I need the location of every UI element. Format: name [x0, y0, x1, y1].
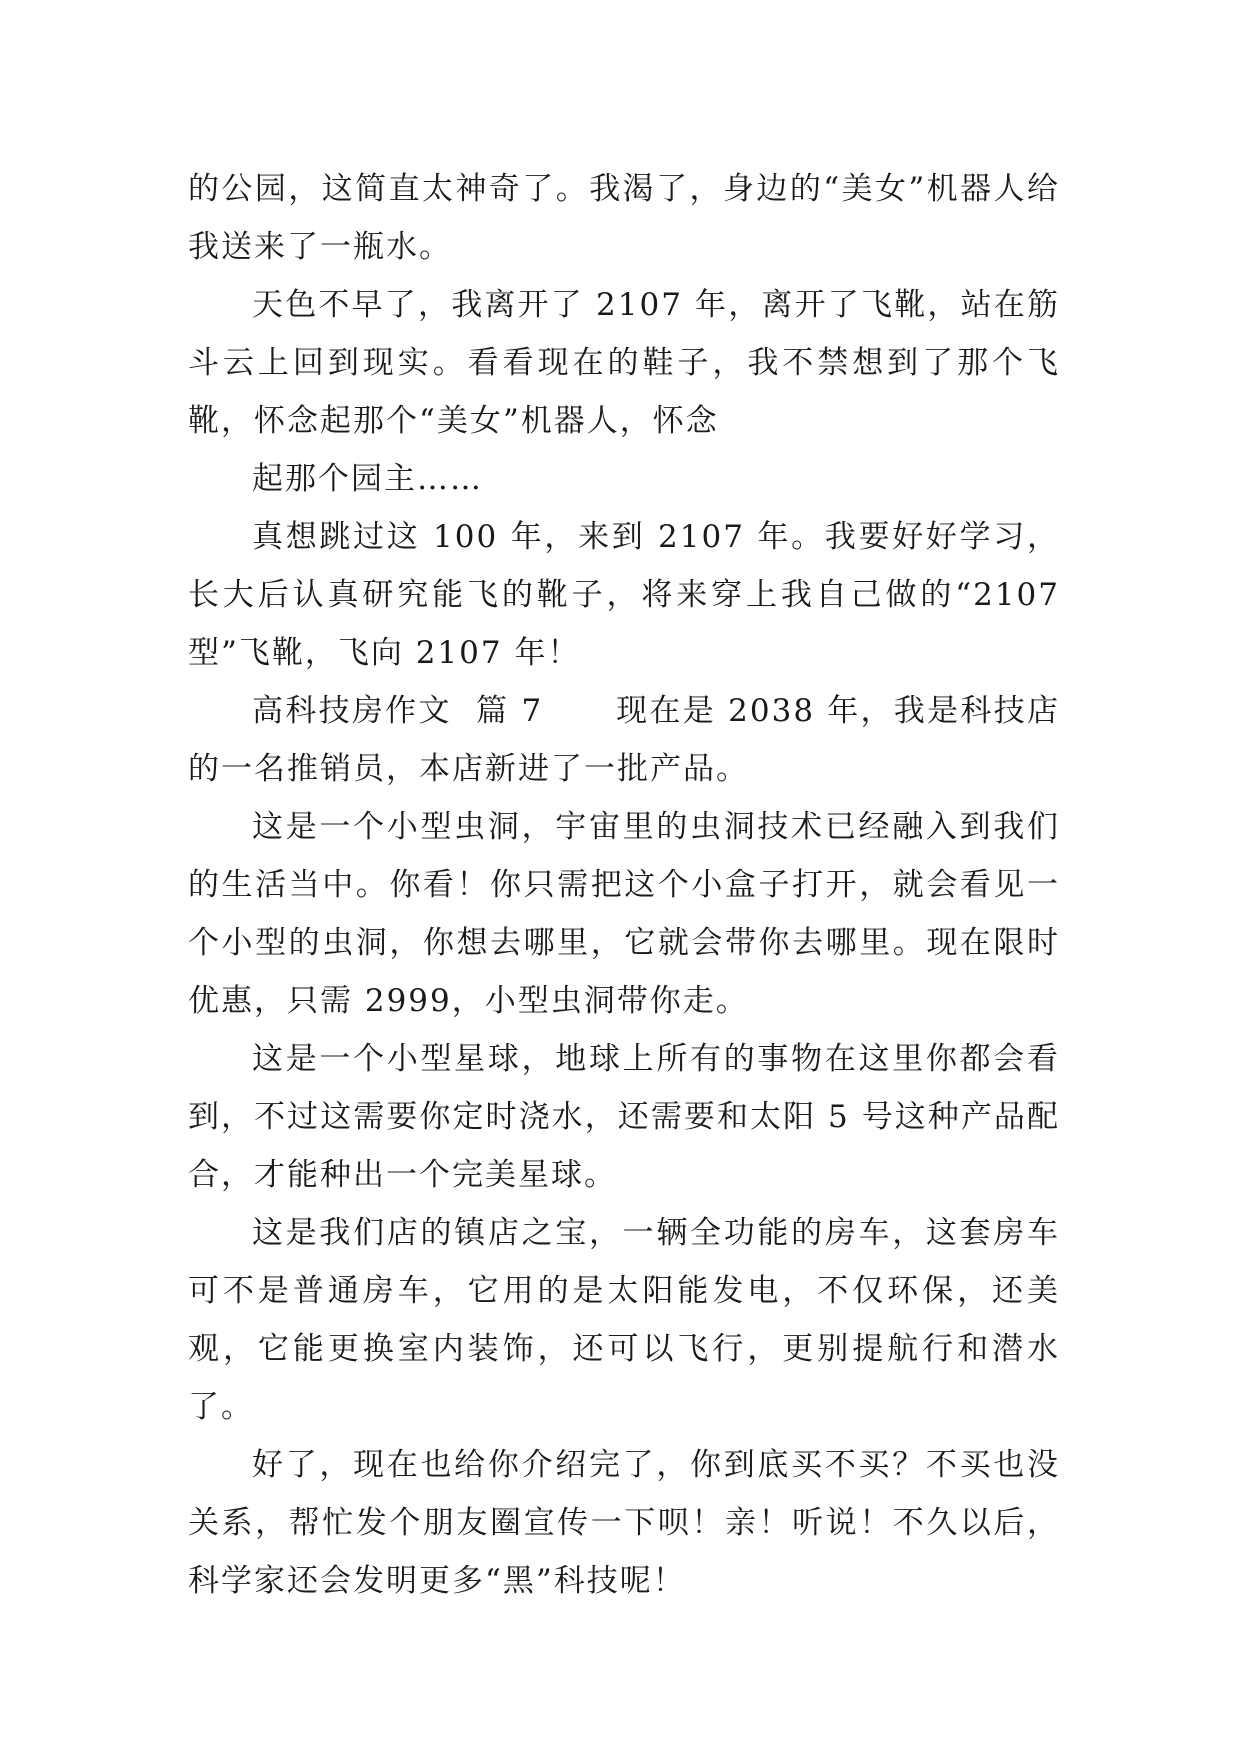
paragraph-8: 这是我们店的镇店之宝，一辆全功能的房车，这套房车可不是普通房车，它用的是太阳能发电，不仅环保，还美观，它能更换室内装饰，还可以飞行，更别提航行和潜水了。	[188, 1215, 1060, 1425]
paragraph-7: 这是一个小型星球，地球上所有的事物在这里你都会看到，不过这需要你定时浇水，还需要和太阳 5 号这种产品配合，才能种出一个完美星球。	[188, 1041, 1060, 1193]
document-body	[188, 160, 1060, 1610]
paragraph-5-section-heading: 高科技房作文 篇 7 现在是 2038 年，我是科技店的一名推销员，本店新进了一批产品。	[188, 693, 1060, 787]
paragraph-6: 这是一个小型虫洞，宇宙里的虫洞技术已经融入到我们的生活当中。你看！你只需把这个小盒子打开，就会看见一个小型的虫洞，你想去哪里，它就会带你去哪里。现在限时优惠，只需 2999，小型虫洞带你走。	[188, 809, 1060, 1019]
paragraph-1: 的公园，这简直太神奇了。我渴了，身边的“美女”机器人给我送来了一瓶水。	[188, 171, 1060, 265]
paragraph-2: 天色不早了，我离开了 2107 年，离开了飞靴，站在筋斗云上回到现实。看看现在的鞋子，我不禁想到了那个飞靴，怀念起那个“美女”机器人，怀念	[188, 287, 1060, 439]
paragraph-9: 好了，现在也给你介绍完了，你到底买不买？不买也没关系，帮忙发个朋友圈宣传一下呗！亲！听说！不久以后，科学家还会发明更多“黑”科技呢！	[188, 1447, 1060, 1599]
paragraph-3: 起那个园主……	[252, 461, 483, 497]
paragraph-4: 真想跳过这 100 年，来到 2107 年。我要好好学习，长大后认真研究能飞的靴子，将来穿上我自己做的“2107 型”飞靴，飞向 2107 年！	[188, 519, 1060, 671]
